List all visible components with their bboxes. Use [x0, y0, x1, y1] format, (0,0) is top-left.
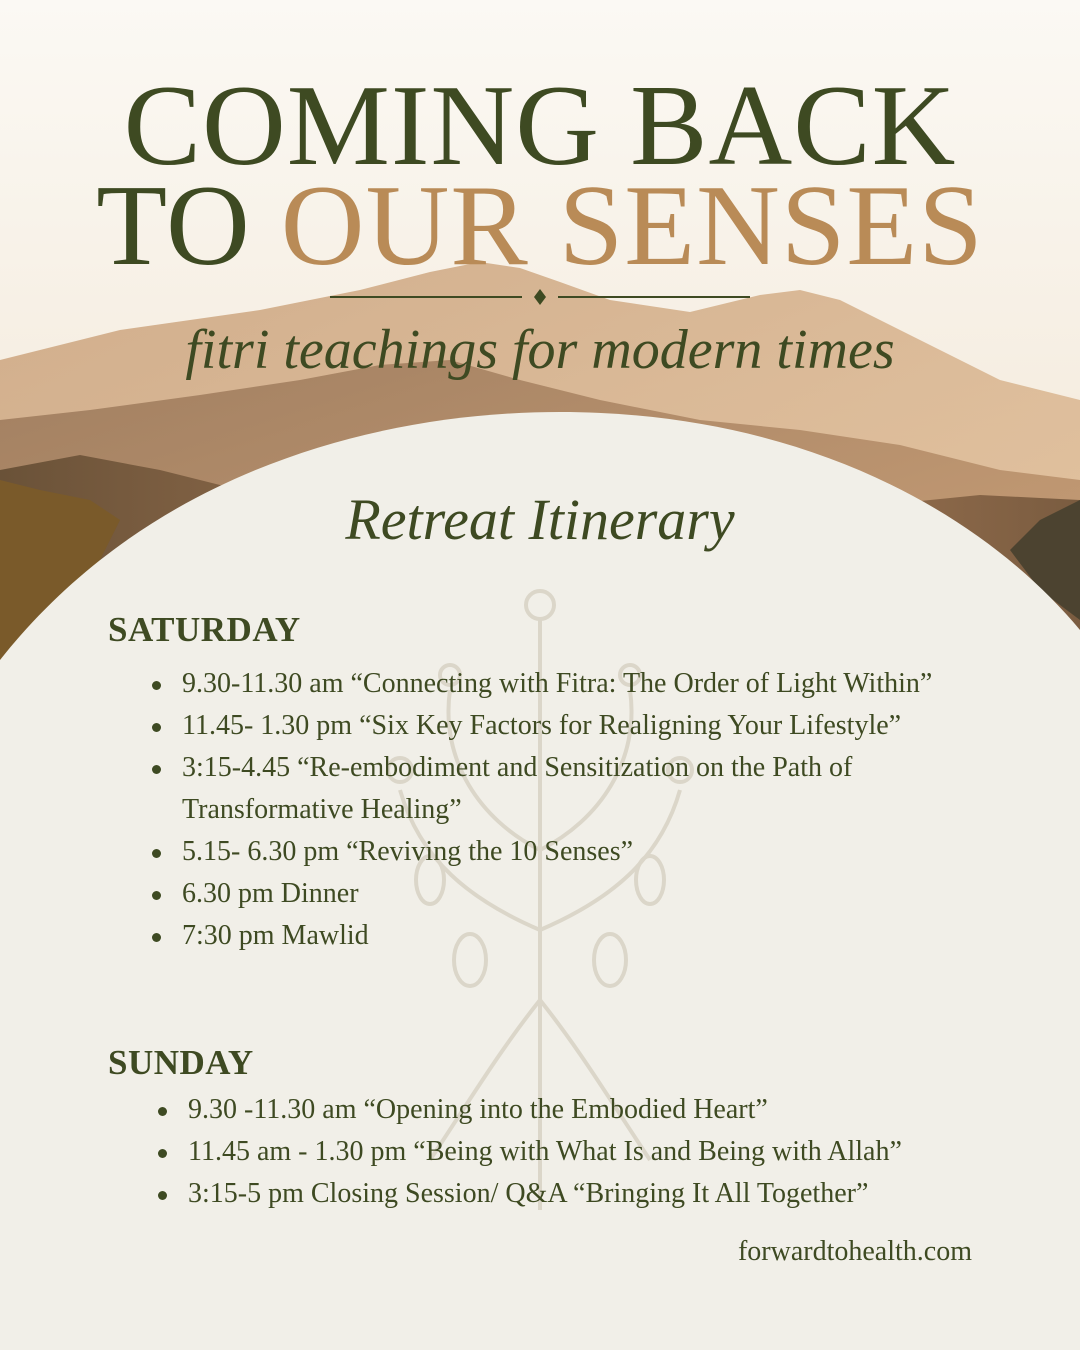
- day-heading-saturday: SATURDAY: [108, 610, 301, 649]
- sunday-schedule: [158, 1089, 988, 1215]
- title-accent: OUR SENSES: [280, 162, 984, 290]
- schedule-item: 11.45 am - 1.30 pm “Being with What Is and Being with Allah”: [158, 1131, 988, 1173]
- subtitle: fitri teachings for modern times: [185, 319, 895, 381]
- title-line-1: COMING BACK: [123, 62, 957, 190]
- schedule-item: 6.30 pm Dinner: [152, 873, 952, 915]
- website-url[interactable]: forwardtohealth.com: [737, 1236, 972, 1267]
- schedule-item: 5.15- 6.30 pm “Reviving the 10 Senses”: [152, 831, 952, 873]
- schedule-item: 7:30 pm Mawlid: [152, 915, 952, 957]
- schedule-item: 3:15-5 pm Closing Session/ Q&A “Bringing It All Together”: [158, 1173, 988, 1215]
- day-heading-sunday: SUNDAY: [108, 1043, 254, 1082]
- itinerary-heading: Retreat Itinerary: [345, 487, 735, 552]
- schedule-item: 11.45- 1.30 pm “Six Key Factors for Realigning Your Lifestyle”: [152, 705, 952, 747]
- title-line-2-prefix: TO: [96, 162, 281, 290]
- title-line-2: [0, 162, 1080, 290]
- saturday-schedule: [152, 663, 952, 957]
- schedule-item: 9.30 -11.30 am “Opening into the Embodied Heart”: [158, 1089, 988, 1131]
- schedule-item: 3:15-4.45 “Re-embodiment and Sensitization on the Path of Transformative Healing”: [152, 747, 952, 831]
- schedule-item: 9.30-11.30 am “Connecting with Fitra: The Order of Light Within”: [152, 663, 952, 705]
